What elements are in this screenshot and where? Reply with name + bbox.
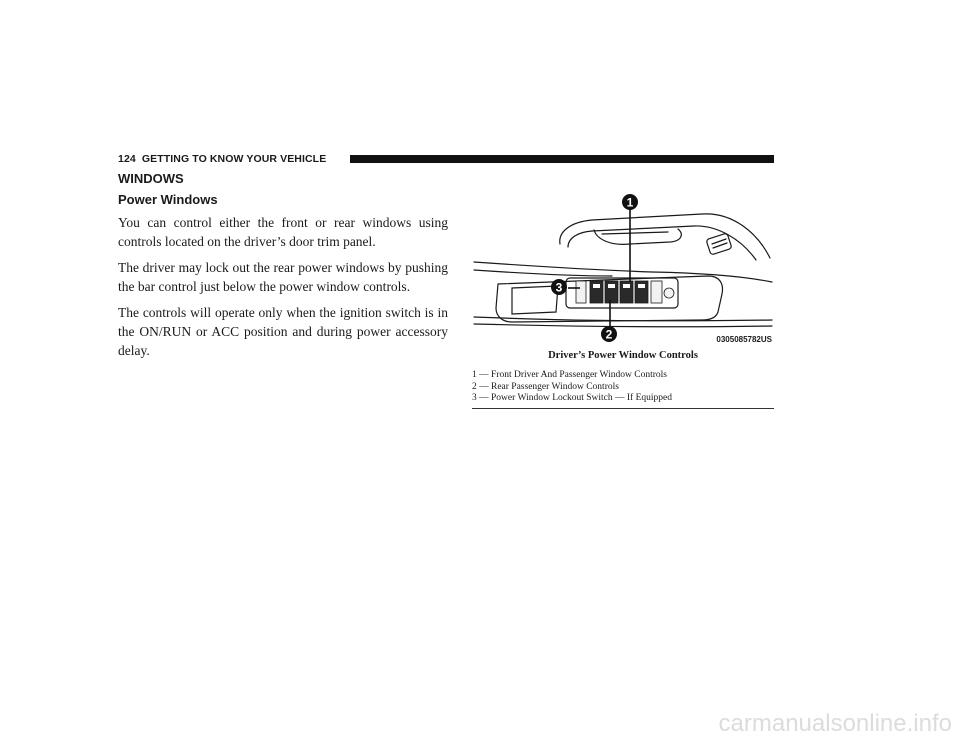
watermark: carmanualsonline.info (718, 710, 952, 737)
body-text (118, 213, 448, 367)
door-sweep-line (474, 270, 612, 276)
callout-2-label: 2 (605, 327, 613, 342)
mirror-knob (664, 288, 674, 298)
callout-3 (551, 279, 567, 295)
switch-highlight (608, 284, 615, 288)
paragraph: The driver may lock out the rear power windows by pushing the bar control just below the power window controls. (118, 260, 448, 294)
door-panel-drawing (472, 192, 774, 348)
switch-highlight (623, 284, 630, 288)
legend-item: 3 — Power Window Lockout Switch — If Equipped (472, 393, 672, 403)
page-number: 124 (118, 153, 136, 165)
legend-item: 2 — Rear Passenger Window Controls (472, 381, 619, 392)
figure-legend (472, 370, 774, 405)
mirror-switch-outline (706, 233, 732, 255)
callout-1-label: 1 (626, 195, 634, 210)
door-handle (602, 232, 668, 234)
page-header (118, 152, 774, 166)
chapter-title: GETTING TO KNOW YOUR VEHICLE (141, 153, 327, 165)
header-rule (350, 155, 774, 163)
header-label (118, 153, 332, 165)
handle-pocket (594, 229, 681, 244)
switch-highlight (638, 284, 645, 288)
paragraph: You can control either the front or rear windows using controls located on the driver’s door trim panel. (118, 215, 448, 249)
figure-code: 0305085782US (716, 335, 772, 344)
figure-caption: Driver’s Power Window Controls (548, 350, 698, 361)
callout-2 (601, 326, 617, 342)
lockout-switch (576, 281, 586, 303)
paragraph: The controls will operate only when the ignition switch is in the ON/RUN or ACC position and during power accessory delay. (118, 305, 448, 358)
switch-highlight (593, 284, 600, 288)
mirror-select-switch (651, 281, 662, 303)
upper-trim-outline (560, 214, 770, 258)
mirror-switch-line (713, 243, 727, 248)
legend-item: 1 — Front Driver And Passenger Window Controls (472, 370, 667, 380)
mirror-switch-line (712, 239, 726, 244)
subsection-title: Power Windows (118, 192, 218, 207)
callout-1 (622, 194, 638, 210)
door-lower-line (474, 324, 772, 327)
window-controls-illustration (472, 192, 774, 348)
pull-cup (512, 286, 558, 314)
legend-rule (472, 408, 774, 409)
section-title: WINDOWS (118, 171, 184, 186)
callout-3-label: 3 (555, 280, 563, 295)
